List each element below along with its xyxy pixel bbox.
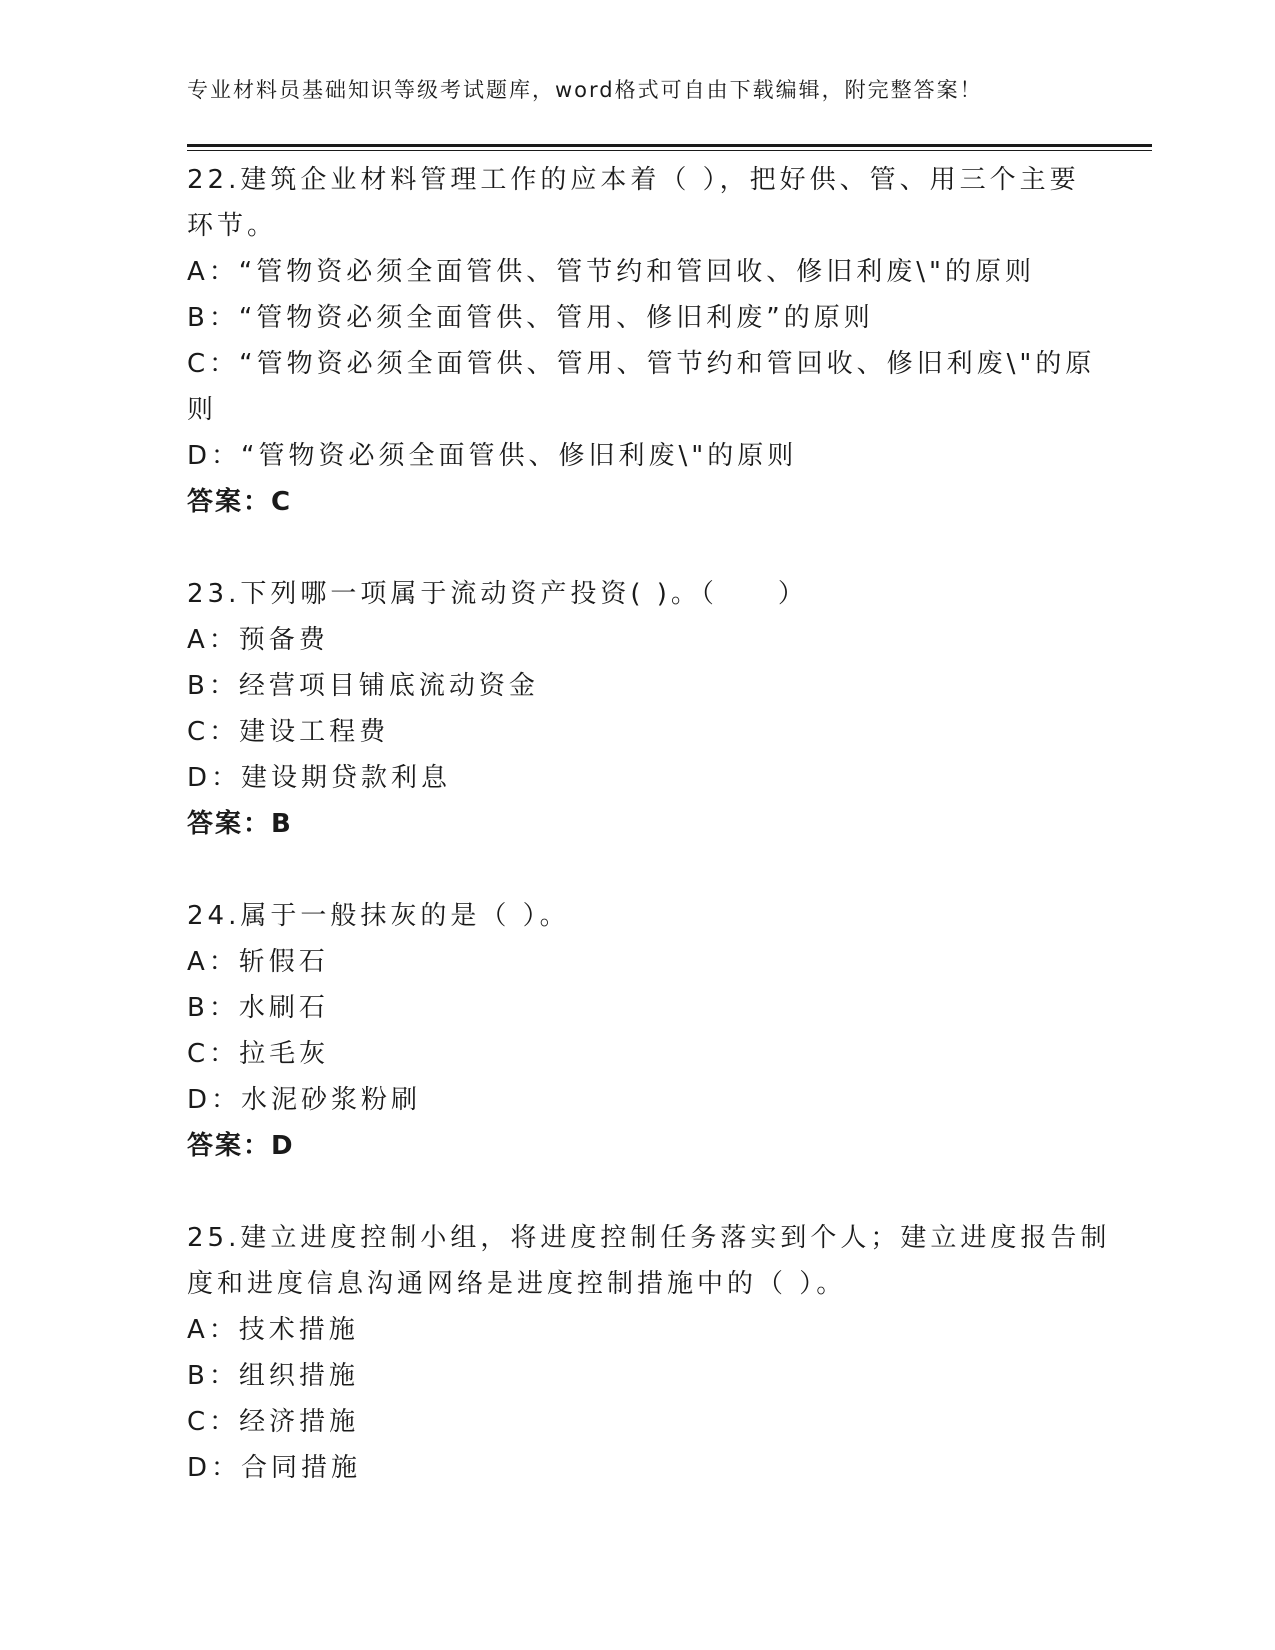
option-d: D：“管物资必须全面管供、修旧利废\"的原则 — [187, 441, 798, 471]
option-a: A：预备费 — [187, 625, 329, 655]
question-24 — [187, 893, 1087, 1169]
header-divider-thin — [187, 150, 1152, 151]
page-header: 专业材料员基础知识等级考试题库，word格式可自由下载编辑，附完整答案！ — [187, 78, 983, 102]
option-d: D：水泥砂浆粉刷 — [187, 1085, 422, 1115]
option-a: A：技术措施 — [187, 1315, 359, 1345]
option-a: A：斩假石 — [187, 947, 329, 977]
option-b: B：经营项目铺底流动资金 — [187, 671, 539, 701]
option-d: D：合同措施 — [187, 1453, 362, 1483]
question-stem-line: 25.建立进度控制小组，将进度控制任务落实到个人；建立进度报告制 — [187, 1223, 1111, 1253]
option-c-continued: 则 — [187, 395, 218, 425]
answer: 答案：D — [187, 1131, 295, 1161]
question-stem-line: 22.建筑企业材料管理工作的应本着（ ），把好供、管、用三个主要 — [187, 165, 1080, 195]
option-b: B：组织措施 — [187, 1361, 359, 1391]
answer: 答案：C — [187, 487, 293, 517]
option-c: C：“管物资必须全面管供、管用、管节约和管回收、修旧利废\"的原 — [187, 349, 1096, 379]
header-divider-thick — [187, 144, 1152, 147]
question-stem-line: 环节。 — [187, 211, 278, 241]
question-stem-line: 度和进度信息沟通网络是进度控制措施中的（ ）。 — [187, 1269, 847, 1299]
option-c: C：经济措施 — [187, 1407, 360, 1437]
question-list — [187, 157, 1111, 1491]
question-22 — [187, 157, 1096, 525]
option-a: A：“管物资必须全面管供、管节约和管回收、修旧利废\"的原则 — [187, 257, 1035, 287]
question-stem-line: 24.属于一般抹灰的是（ ）。 — [187, 901, 570, 931]
question-23 — [187, 571, 1087, 847]
spacer — [187, 847, 1087, 893]
option-b: B：水刷石 — [187, 993, 329, 1023]
option-c: C：建设工程费 — [187, 717, 390, 747]
spacer — [187, 525, 1087, 571]
option-c: C：拉毛灰 — [187, 1039, 330, 1069]
question-25 — [187, 1215, 1111, 1491]
option-d: D：建设期贷款利息 — [187, 763, 452, 793]
option-b: B：“管物资必须全面管供、管用、修旧利废”的原则 — [187, 303, 874, 333]
spacer — [187, 1169, 1087, 1215]
answer: 答案：B — [187, 809, 293, 839]
question-stem-line: 23.下列哪一项属于流动资产投资( )。（ ） — [187, 579, 808, 609]
